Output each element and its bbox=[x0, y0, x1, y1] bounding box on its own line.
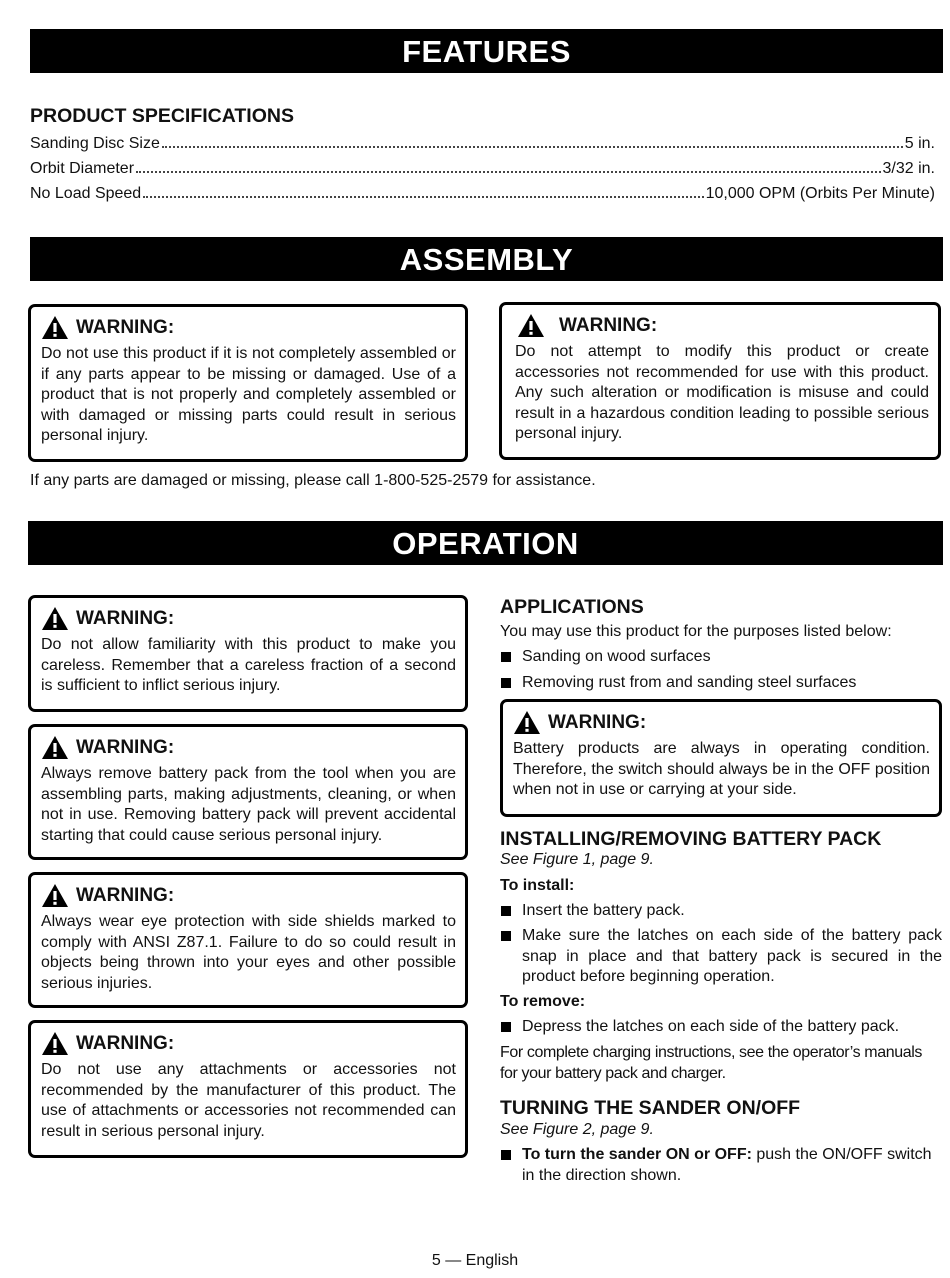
warning-heading: WARNING: bbox=[41, 606, 456, 631]
page-footer: 5 — English bbox=[431, 1252, 519, 1269]
figure-reference: See Figure 2, page 9. bbox=[500, 1121, 654, 1138]
warning-triangle-icon bbox=[41, 606, 69, 631]
spec-value: 3/32 in. bbox=[882, 160, 935, 177]
warning-text: Always wear eye protection with side shields marked to comply with ANSI Z87.1. Failure to do so could result in objects being thrown into your eyes and other possible serious injuries. bbox=[41, 913, 456, 992]
assembly-banner: ASSEMBLY bbox=[30, 237, 943, 281]
features-banner: FEATURES bbox=[30, 29, 943, 73]
operation-banner: OPERATION bbox=[28, 521, 943, 565]
warning-heading: WARNING: bbox=[517, 313, 929, 338]
warning-triangle-icon bbox=[41, 883, 69, 908]
list-item: Insert the battery pack. bbox=[500, 901, 942, 922]
warning-text: Do not attempt to modify this product or create accessories not recommended for use with this product. Any such alteration or modification is misuse and could result in a hazardous condition leading to possible serious personal injury. bbox=[515, 343, 929, 442]
operation-warning-eye-protection bbox=[28, 872, 468, 1008]
turning-sander-on-off-heading: TURNING THE SANDER ON/OFF bbox=[500, 1097, 801, 1119]
assembly-warning-box-right bbox=[499, 302, 941, 460]
charging-instructions-note: For complete charging instructions, see the operator’s manuals for your battery pack and charger. bbox=[500, 1044, 922, 1082]
warning-text: Battery products are always in operating condition. Therefore, the switch should always be in the OFF position when not in use or carrying at your side. bbox=[513, 740, 930, 798]
leader-dots bbox=[136, 171, 880, 173]
list-item bbox=[500, 1145, 942, 1186]
spec-label: Orbit Diameter bbox=[30, 160, 135, 177]
figure-reference: See Figure 1, page 9. bbox=[500, 851, 654, 868]
instruction-text: push the ON/OFF switch in the direction shown. bbox=[522, 1146, 932, 1184]
spec-row-orbit-diameter bbox=[30, 160, 935, 178]
warning-heading: WARNING: bbox=[41, 315, 456, 340]
leader-dots bbox=[162, 146, 903, 148]
warning-triangle-icon bbox=[517, 313, 545, 338]
spec-row-disc-size bbox=[30, 135, 935, 153]
warning-triangle-icon bbox=[41, 735, 69, 760]
operation-warning-remove-battery bbox=[28, 724, 468, 860]
spec-row-no-load-speed bbox=[30, 185, 935, 203]
warning-heading: WARNING: bbox=[41, 1031, 456, 1056]
warning-text: Do not allow familiarity with this product to make you careless. Remember that a careless fraction of a second is sufficient to inflict serious injury. bbox=[41, 636, 456, 694]
warning-heading: WARNING: bbox=[513, 710, 930, 735]
to-remove-label: To remove: bbox=[500, 993, 586, 1010]
list-item: Removing rust from and sanding steel surfaces bbox=[500, 673, 940, 694]
list-item: Sanding on wood surfaces bbox=[500, 647, 940, 668]
operation-warning-attachments bbox=[28, 1020, 468, 1158]
applications-intro: You may use this product for the purposes listed below: bbox=[500, 623, 892, 640]
warning-triangle-icon bbox=[513, 710, 541, 735]
spec-value: 10,000 OPM (Orbits Per Minute) bbox=[705, 185, 935, 202]
warning-text: Do not use this product if it is not completely assembled or if any parts appear to be missing or damaged. Use of a product that is not properly and completely assembled or with damaged or missing parts could result in serious personal injury. bbox=[41, 345, 456, 444]
applications-heading: APPLICATIONS bbox=[500, 596, 644, 618]
battery-operating-warning bbox=[500, 699, 942, 817]
warning-heading: WARNING: bbox=[41, 735, 456, 760]
warning-triangle-icon bbox=[41, 1031, 69, 1056]
warning-text: Always remove battery pack from the tool when you are assembling parts, making adjustments, cleaning, or when not in use. Removing battery pack will prevent accidental starting that could cause serious personal injury. bbox=[41, 765, 456, 844]
spec-label: Sanding Disc Size bbox=[30, 135, 160, 152]
warning-heading: WARNING: bbox=[41, 883, 456, 908]
operation-warning-familiarity bbox=[28, 595, 468, 712]
assembly-help-note: If any parts are damaged or missing, please call 1-800-525-2579 for assistance. bbox=[30, 472, 596, 489]
spec-value: 5 in. bbox=[904, 135, 935, 152]
to-install-label: To install: bbox=[500, 877, 575, 894]
installing-removing-battery-heading: INSTALLING/REMOVING BATTERY PACK bbox=[500, 828, 882, 850]
instruction-bold: To turn the sander ON or OFF: bbox=[522, 1146, 752, 1163]
assembly-warning-box-left bbox=[28, 304, 468, 462]
spec-label: No Load Speed bbox=[30, 185, 142, 202]
warning-triangle-icon bbox=[41, 315, 69, 340]
product-specifications-heading: PRODUCT SPECIFICATIONS bbox=[30, 105, 294, 127]
leader-dots bbox=[143, 196, 703, 198]
list-item: Depress the latches on each side of the battery pack. bbox=[500, 1017, 942, 1038]
warning-text: Do not use any attachments or accessories not recommended by the manufacturer of this product. The use of attachments or accessories not recommended can result in serious personal injury. bbox=[41, 1061, 456, 1140]
list-item: Make sure the latches on each side of the battery pack snap in place and that battery pack is secured in the product before beginning operation. bbox=[500, 926, 942, 988]
